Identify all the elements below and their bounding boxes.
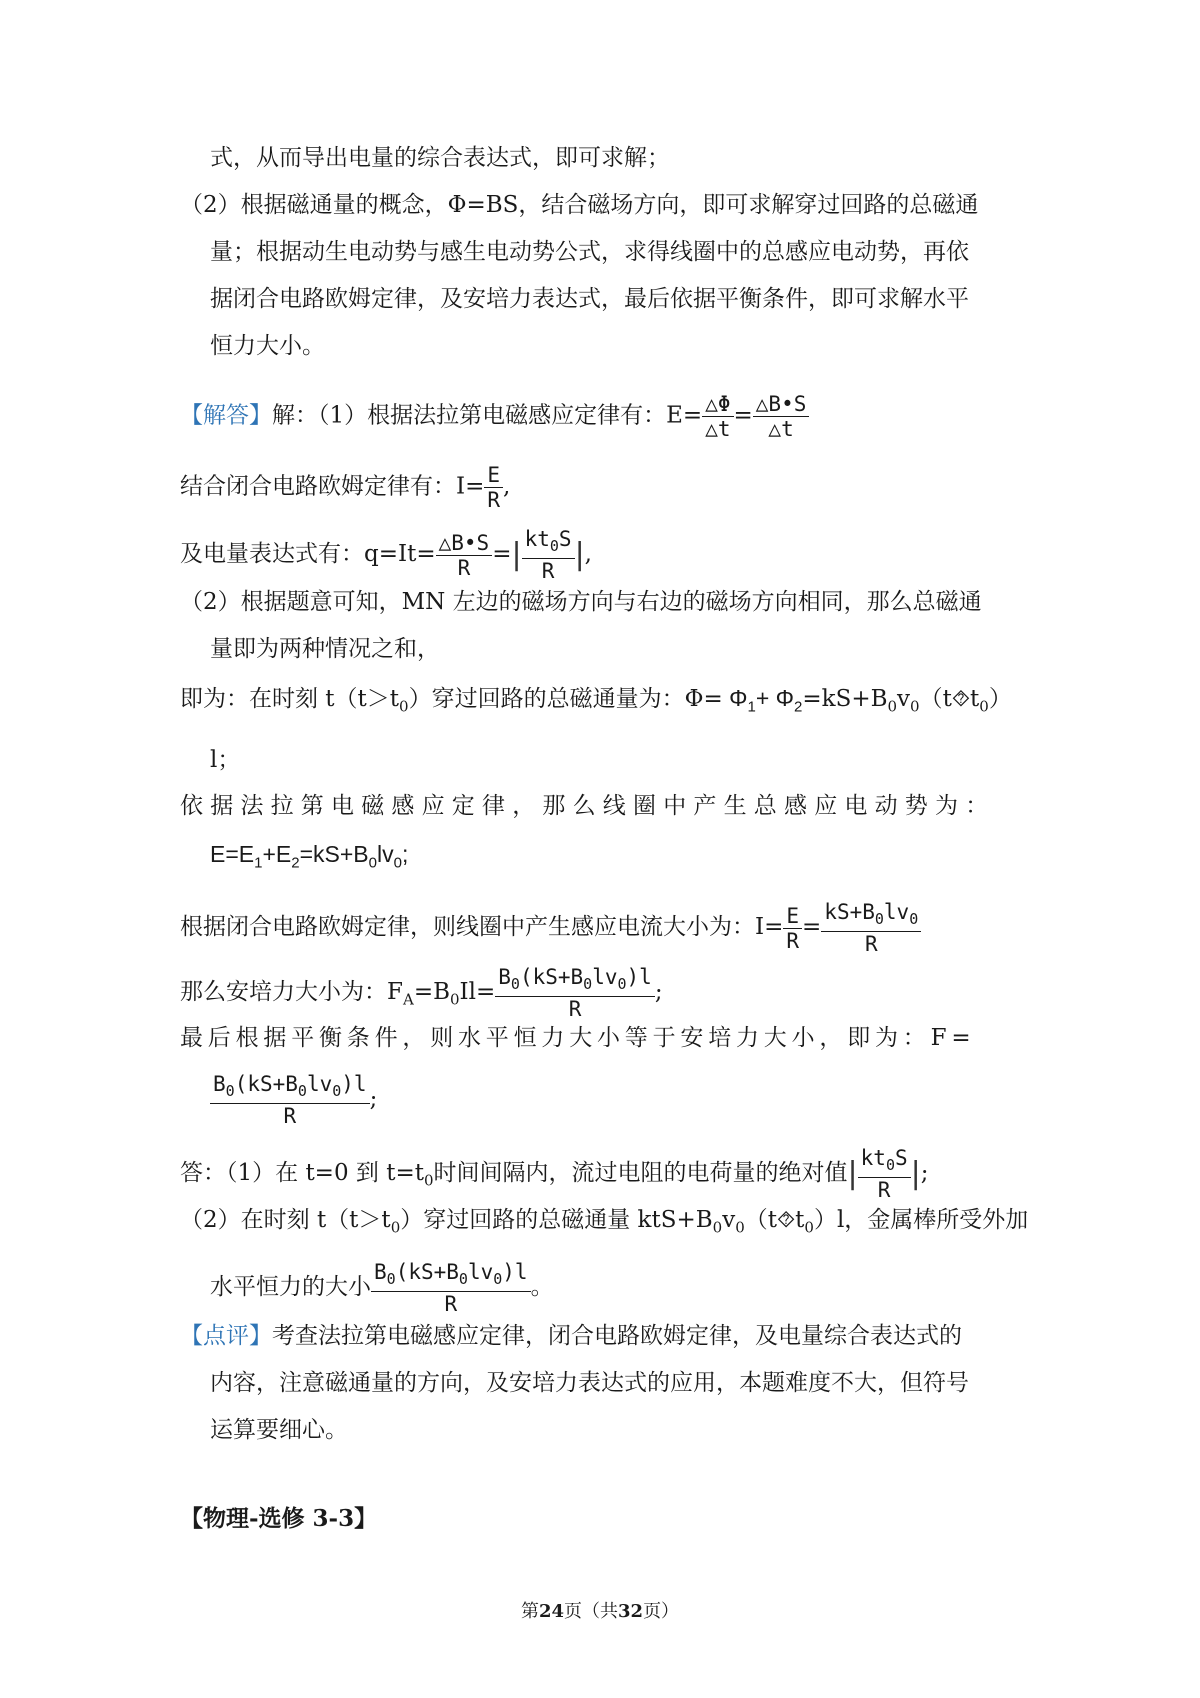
charge-text: 及电量表达式有：q=It= <box>180 541 436 568</box>
solution-tag: 【解答】 <box>180 402 272 429</box>
fraction-dbs-dt: $\frac{\triangle B•S}{\triangle t}$ <box>753 392 810 441</box>
emf-line: 依据法拉第电磁感应定律，那么线圈中产生总感应电动势为： <box>180 793 996 819</box>
balance-fraction-line: $\frac{B_0(kS+B_0lv_0)l}{R}$ ; <box>210 1072 377 1128</box>
answer-2-line: （2）在时刻 $t(t>t_0)$穿过回路的总磁通量 $ktS+B_0v_0(t⯑t_0)l$，金属棒所受外加 <box>180 1207 1029 1237</box>
fraction-dbs-r: $\frac{\triangle B•S}{R}$ <box>436 531 493 580</box>
ampere-line: 那么安培力大小为：$F_A=B_0Il=$ $\frac{B_0(kS+B_0lv_0)l}{R}$ ; <box>180 965 663 1022</box>
ohm-law-text: 结合闭合电路欧姆定律有：I= <box>180 473 485 500</box>
page-number: 24 <box>538 1601 564 1622</box>
comment-line-1: 【点评】考查法拉第电磁感应定律，闭合电路欧姆定律，及电量综合表达式的 <box>180 1323 962 1349</box>
fraction-force: $\frac{B_0(kS+B_0lv_0)l}{R}$ <box>210 1072 370 1128</box>
flux-line-end: l； <box>210 747 241 773</box>
solution-text: 解：（1）根据法拉第电磁感应定律有：E= <box>272 402 703 429</box>
fraction-e-r: $\frac{E}{R}$ <box>484 463 503 512</box>
ohm-law-line: 结合闭合电路欧姆定律有：I= $\frac{E}{R}$ , <box>180 463 511 512</box>
balance-line: 最后根据平衡条件，则水平恒力大小等于安培力大小，即为：F= <box>180 1025 976 1051</box>
fraction-dphi-dt: $\frac{\triangle\Phi}{\triangle t}$ <box>702 392 733 441</box>
emf-equation: $E=E_1+E_2=kS+B_0lv_0$; <box>210 841 409 872</box>
solution-line: 【解答】解：（1）根据法拉第电磁感应定律有：E= $\frac{\triangle\Phi}{\triangle t}$ = $\frac{\triangle B•S}{\triangle t}$ <box>180 392 809 441</box>
fraction-current: $\frac{kS+B_0lv_0}{R}$ <box>821 900 921 956</box>
fraction-kt0s-r: $\frac{kt_0S}{R}$ <box>522 527 575 583</box>
text-line-2: （2）根据磁通量的概念，Φ=BS，结合磁场方向，即可求解穿过回路的总磁通 <box>180 192 979 218</box>
text-line-4: 据闭合电路欧姆定律，及安培力表达式，最后依据平衡条件，即可求解水平 <box>210 286 969 312</box>
fraction-e-r-2: $\frac{E}{R}$ <box>783 904 802 953</box>
flux-line: 即为：在时刻 $t(t>t_0)$穿过回路的总磁通量为：$\Phi= \Phi_1+$ $\Phi_2=kS+B_0v_0(t⯑t_0)$ <box>180 685 1012 716</box>
comment-tag: 【点评】 <box>180 1323 272 1349</box>
answer-1-line: 答：（1）在 t=0 到 $t=t_0$时间间隔内，流过电阻的电荷量的绝对值| $\frac{kt_0S}{R}$ |; <box>180 1146 929 1203</box>
comment-line-2: 内容，注意磁通量的方向，及安培力表达式的应用，本题难度不大，但符号 <box>210 1370 969 1396</box>
fraction-answer-charge: $\frac{kt_0S}{R}$ <box>858 1146 911 1202</box>
text-line-3: 量；根据动生电动势与感生电动势公式，求得线圈中的总感应电动势，再依 <box>210 239 969 265</box>
fraction-ampere: $\frac{B_0(kS+B_0lv_0)l}{R}$ <box>495 965 655 1021</box>
part2-line-a: （2）根据题意可知，MN 左边的磁场方向与右边的磁场方向相同，那么总磁通 <box>180 589 982 615</box>
fraction-answer-force: $\frac{B_0(kS+B_0lv_0)l}{R}$ <box>371 1260 531 1316</box>
answer-2-line-b: 水平恒力的大小 $\frac{B_0(kS+B_0lv_0)l}{R}$ 。 <box>210 1260 554 1317</box>
text-line-5: 恒力大小。 <box>210 333 325 359</box>
page-footer: 第24页（共32页） <box>520 1601 680 1622</box>
page-total: 32 <box>618 1601 644 1622</box>
text-line-1: 式，从而导出电量的综合表达式，即可求解； <box>210 145 670 171</box>
section-heading: 【物理-选修 3-3】 <box>180 1505 378 1532</box>
part2-line-b: 量即为两种情况之和， <box>210 636 440 662</box>
charge-line: 及电量表达式有：q=It= $\frac{\triangle B•S}{R}$ =| $\frac{kt_0S}{R}$ |, <box>180 527 592 584</box>
comment-line-3: 运算要细心。 <box>210 1417 348 1443</box>
current-line: 根据闭合电路欧姆定律，则线圈中产生感应电流大小为：I= $\frac{E}{R}$ = $\frac{kS+B_0lv_0}{R}$ <box>180 900 921 956</box>
